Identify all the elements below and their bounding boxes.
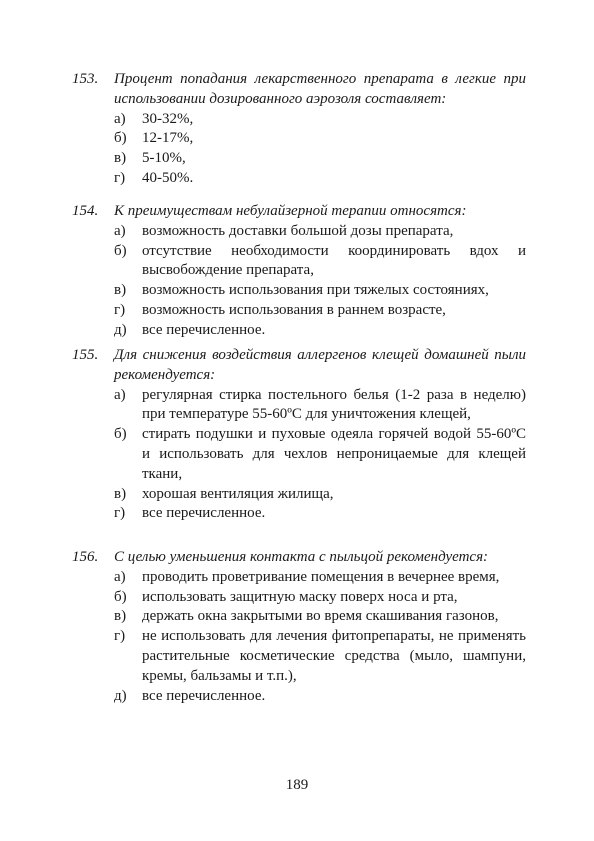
question-number: 156.	[72, 549, 99, 565]
answer-options	[72, 110, 526, 189]
option-text: 5-10%,	[142, 150, 186, 167]
option-letter: б)	[114, 130, 127, 147]
option-text: все перечисленное.	[142, 321, 266, 338]
question-text: Для снижения воздействия аллергенов клещей домашней пыли рекомендуется:	[114, 347, 526, 383]
option-text: не использовать для лечения фитопрепараты, не применять растительные косметические средства (мыло, шампуни, кремы, бальзамы и т.п.),	[142, 628, 526, 684]
option-text: возможность использования в раннем возрасте,	[142, 301, 446, 318]
answer-option	[114, 425, 526, 484]
answer-option	[114, 687, 526, 707]
answer-option	[114, 110, 526, 130]
option-letter: д)	[114, 687, 127, 704]
option-letter: в)	[114, 608, 127, 625]
option-letter: а)	[114, 568, 126, 585]
question-number: 154.	[72, 203, 99, 219]
answer-option	[114, 504, 526, 524]
option-letter: д)	[114, 321, 127, 338]
question-number: 155.	[72, 347, 99, 363]
answer-option	[114, 281, 526, 301]
option-text: использовать защитную маску поверх носа и рта,	[142, 588, 458, 605]
option-text: стирать подушки и пуховые одеяла горячей водой 55-60ºС и использовать для чехлов непроницаемые для клещей ткани,	[142, 426, 526, 482]
option-text: регулярная стирка постельного белья (1-2 раза в неделю) при температуре 55-60ºС для уничтожения клещей,	[142, 386, 526, 423]
answer-option	[114, 568, 526, 588]
answer-option	[114, 149, 526, 169]
option-letter: в)	[114, 150, 127, 167]
option-letter: б)	[114, 588, 127, 605]
question-text: Процент попадания лекарственного препарата в легкие при использовании дозированного аэрозоля составляет:	[114, 71, 526, 107]
option-letter: г)	[114, 301, 126, 318]
option-text: отсутствие необходимости координировать вдох и высвобождение препарата,	[142, 242, 526, 279]
option-letter: г)	[114, 505, 126, 522]
answer-options	[72, 386, 526, 525]
option-text: держать окна закрытыми во время скашивания газонов,	[142, 608, 499, 625]
answer-option	[114, 321, 526, 341]
question-header	[72, 548, 526, 568]
option-letter: б)	[114, 426, 127, 443]
question-header	[72, 70, 526, 110]
answer-option	[114, 386, 526, 426]
option-text: 40-50%.	[142, 169, 194, 186]
option-text: возможность доставки большой дозы препарата,	[142, 222, 454, 239]
answer-options	[72, 568, 526, 707]
answer-options	[72, 222, 526, 341]
option-letter: а)	[114, 110, 126, 127]
option-letter: в)	[114, 282, 127, 299]
option-letter: а)	[114, 222, 126, 239]
question-header	[72, 202, 526, 222]
question-number: 153.	[72, 71, 99, 87]
question-header	[72, 346, 526, 386]
question-154	[72, 202, 526, 341]
answer-option	[114, 588, 526, 608]
option-text: возможность использования при тяжелых состояниях,	[142, 282, 489, 299]
question-153	[72, 70, 526, 189]
question-text: К преимуществам небулайзерной терапии относятся:	[114, 203, 467, 219]
option-text: все перечисленное.	[142, 505, 266, 522]
option-text: 12-17%,	[142, 130, 194, 147]
answer-option	[114, 485, 526, 505]
answer-option	[114, 301, 526, 321]
question-text: С целью уменьшения контакта с пыльцой рекомендуется:	[114, 549, 489, 565]
option-letter: г)	[114, 628, 126, 645]
question-156	[72, 548, 526, 706]
answer-option	[114, 242, 526, 282]
question-155	[72, 346, 526, 524]
option-text: все перечисленное.	[142, 687, 266, 704]
answer-option	[114, 627, 526, 686]
page-number: 189	[285, 777, 309, 793]
option-text: 30-32%,	[142, 110, 194, 127]
option-letter: в)	[114, 485, 127, 502]
option-letter: б)	[114, 242, 127, 259]
answer-option	[114, 222, 526, 242]
option-text: хорошая вентиляция жилища,	[142, 485, 334, 502]
answer-option	[114, 607, 526, 627]
answer-option	[114, 129, 526, 149]
option-letter: а)	[114, 386, 126, 403]
option-text: проводить проветривание помещения в вечернее время,	[142, 568, 500, 585]
answer-option	[114, 169, 526, 189]
option-letter: г)	[114, 169, 126, 186]
